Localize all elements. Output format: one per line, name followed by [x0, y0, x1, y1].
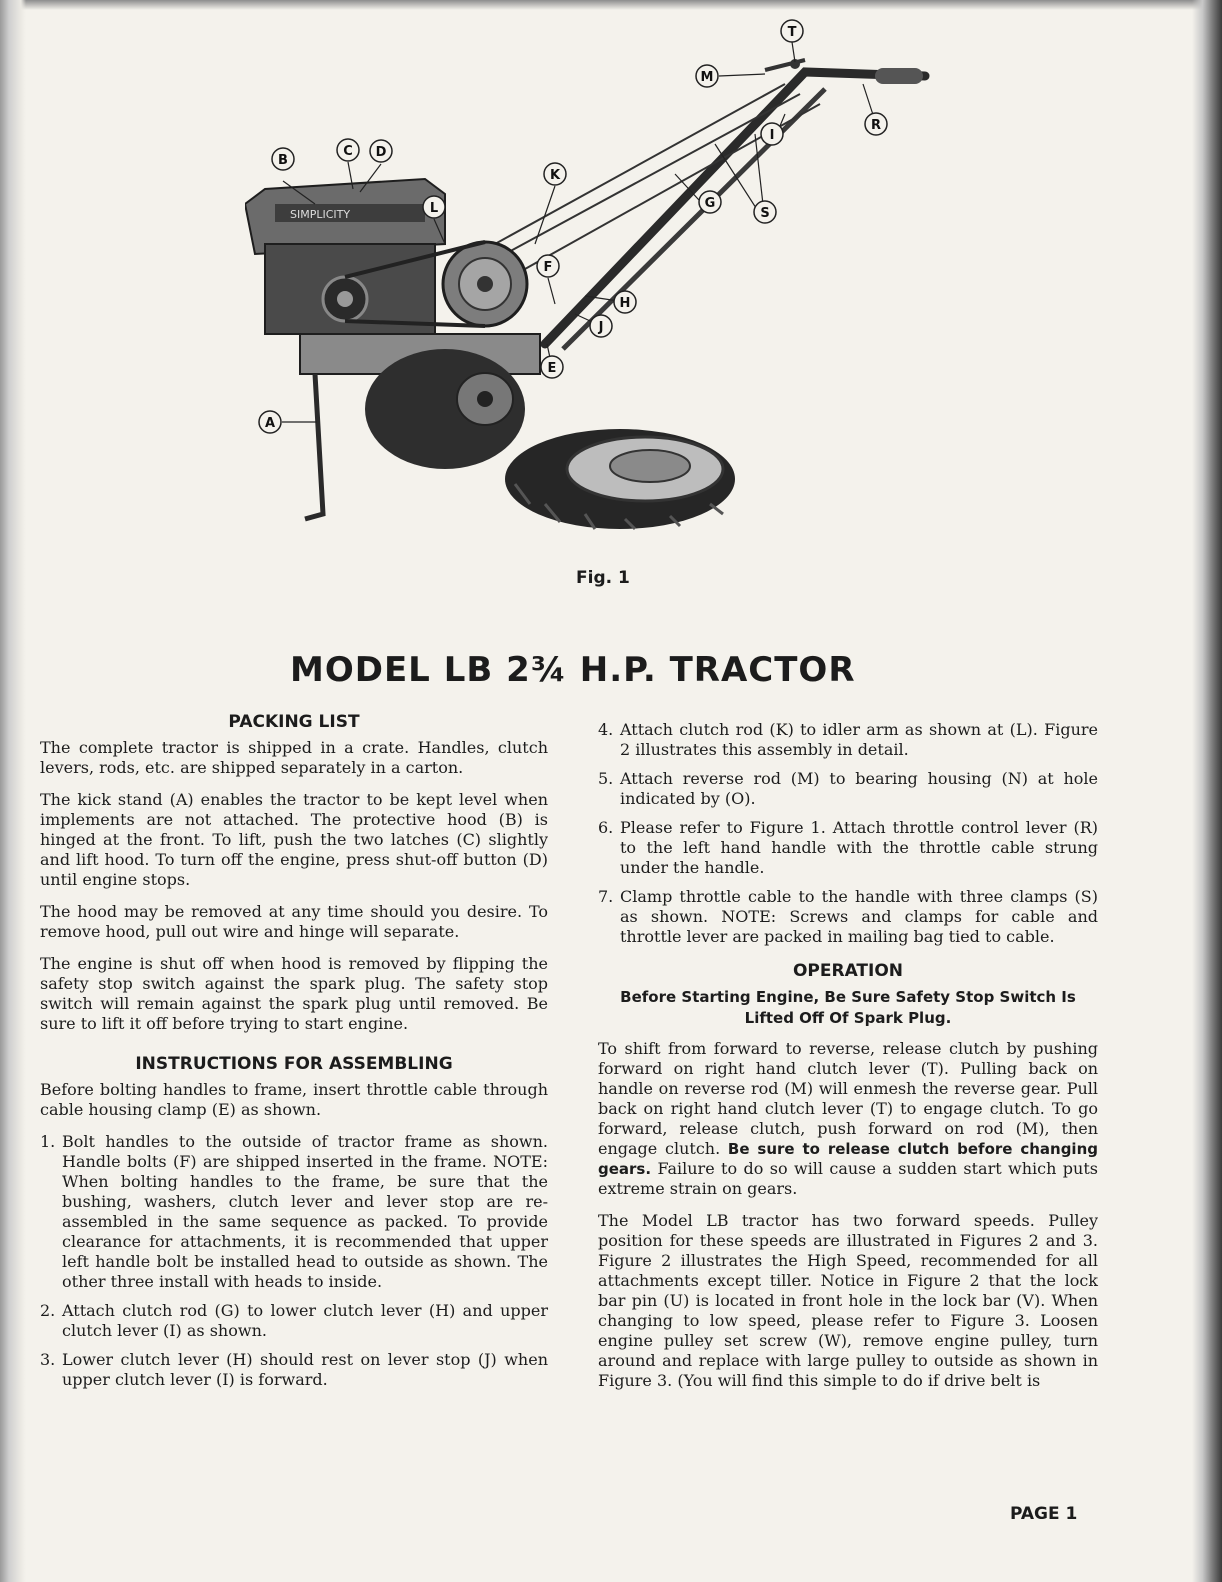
- callout-i: I: [769, 128, 775, 143]
- operation-paragraph-1: [598, 1039, 1098, 1199]
- step-number: 7.: [598, 887, 614, 906]
- list-item: [40, 1350, 548, 1390]
- step-number: 6.: [598, 818, 614, 837]
- callout-e: E: [547, 361, 557, 376]
- operation-warning: Before Starting Engine, Be Sure Safety Stop Switch Is Lifted Off Of Spark Plug.: [620, 988, 1076, 1027]
- step-number: 4.: [598, 720, 614, 739]
- callout-t: T: [787, 25, 797, 40]
- step-number: 5.: [598, 769, 614, 788]
- callout-a: A: [264, 416, 276, 431]
- callout-c: C: [343, 144, 353, 159]
- callout-b: B: [278, 153, 288, 168]
- packing-paragraph-4: The engine is shut off when hood is removed by flipping the safety stop switch against the spark plug. The safety stop switch will remain against the spark plug until removed. Be sure to lift it off before trying to start engine.: [40, 954, 548, 1033]
- packing-paragraph-1: The complete tractor is shipped in a crate. Handles, clutch levers, rods, etc. are shipped separately in a carton.: [40, 738, 548, 777]
- assembling-intro: Before bolting handles to frame, insert throttle cable through cable housing clamp (E) as shown.: [40, 1080, 548, 1119]
- callout-h: H: [619, 296, 631, 311]
- tractor-illustration: [245, 14, 945, 544]
- step-text: Attach clutch rod (K) to idler arm as shown at (L). Figure 2 illustrates this assembly in detail.: [620, 720, 1098, 759]
- step-text: Clamp throttle cable to the handle with three clamps (S) as shown. NOTE: Screws and clamps for cable and throttle lever are packed in mailing bag tied to cable.: [620, 887, 1098, 946]
- callout-d: D: [375, 145, 387, 160]
- assembling-steps-right: [598, 720, 1098, 947]
- list-item: [598, 887, 1098, 947]
- packing-list-heading: PACKING LIST: [228, 712, 360, 732]
- operation-text-before: To shift from forward to reverse, release clutch by pushing forward on right hand clutch lever (T). Pulling back on handle on reverse rod (M) will enmesh the reverse gear. Pull back on right hand clutch lever (T) to engage clutch. To go forward, release clutch, push forward on rod (M), then engage clutch.: [598, 1039, 1098, 1158]
- packing-paragraph-2: The kick stand (A) enables the tractor to be kept level when implements are not attached. The protective hood (B) is hinged at the front. To lift, push the two latches (C) slightly and lift hood. To turn off the engine, press shut-off button (D) until engine stops.: [40, 790, 548, 889]
- scan-edge-top: [0, 0, 1222, 10]
- assembling-steps-left: [40, 1132, 548, 1390]
- callout-s: S: [760, 206, 770, 221]
- svg-text:SIMPLICITY: SIMPLICITY: [290, 208, 351, 221]
- list-item: [598, 720, 1098, 760]
- callout-k: K: [549, 168, 561, 183]
- assembling-heading: INSTRUCTIONS FOR ASSEMBLING: [135, 1054, 453, 1074]
- step-number: 2.: [40, 1301, 56, 1320]
- list-item: [40, 1132, 548, 1292]
- figure-caption: Fig. 1: [576, 568, 630, 588]
- scan-edge-right: [1192, 0, 1222, 1582]
- step-text: Lower clutch lever (H) should rest on lever stop (J) when upper clutch lever (I) is forward.: [62, 1350, 548, 1389]
- step-text: Attach reverse rod (M) to bearing housing (N) at hole indicated by (O).: [620, 769, 1098, 808]
- list-item: [598, 769, 1098, 809]
- scan-edge-left: [0, 0, 26, 1582]
- operation-paragraph-2: The Model LB tractor has two forward speeds. Pulley position for these speeds are illustrated in Figures 2 and 3. Figure 2 illustrates the High Speed, recommended for all attachments except tiller. Notice in Figure 2 that the lock bar pin (U) is located in front hole in the lock bar (V). When changing to low speed, please refer to Figure 3. Loosen engine pulley set screw (W), remove engine pulley, turn around and replace with large pulley to outside as shown in Figure 3. (You will find this simple to do if drive belt is: [598, 1211, 1098, 1390]
- page-number: PAGE 1: [1010, 1504, 1078, 1524]
- step-text: Bolt handles to the outside of tractor frame as shown. Handle bolts (F) are shipped inserted in the frame. NOTE: When bolting handles to the frame, be sure that the bushing, washers, clutch lever and lever stop are re-assembled in the same sequence as packed. To provide clearance for attachments, it is recommended that upper left handle bolt be installed head to outside as shown. The other three install with heads to inside.: [62, 1132, 548, 1291]
- page-title: MODEL LB 2¾ H.P. TRACTOR: [290, 650, 856, 690]
- left-column: [40, 712, 548, 1402]
- callout-j: J: [598, 320, 604, 335]
- callout-l: L: [429, 201, 439, 216]
- operation-bold-warning: Be sure to release clutch before changing gears.: [598, 1140, 1098, 1178]
- callout-g: G: [704, 196, 716, 211]
- step-text: Please refer to Figure 1. Attach throttle control lever (R) to the left hand handle with the throttle cable strung under the handle.: [620, 818, 1098, 877]
- list-item: [598, 818, 1098, 878]
- step-number: 1.: [40, 1132, 56, 1151]
- right-column: [598, 720, 1098, 1403]
- tractor-figure: [245, 14, 945, 544]
- callout-m: M: [700, 70, 714, 85]
- list-item: [40, 1301, 548, 1341]
- step-text: Attach clutch rod (G) to lower clutch lever (H) and upper clutch lever (I) as shown.: [62, 1301, 548, 1340]
- callout-f: F: [543, 260, 553, 275]
- operation-heading: OPERATION: [792, 961, 904, 981]
- step-number: 3.: [40, 1350, 56, 1369]
- packing-paragraph-3: The hood may be removed at any time should you desire. To remove hood, pull out wire and hinge will separate.: [40, 902, 548, 941]
- operation-text-after: Failure to do so will cause a sudden start which puts extreme strain on gears.: [598, 1159, 1098, 1198]
- callout-r: R: [870, 118, 882, 133]
